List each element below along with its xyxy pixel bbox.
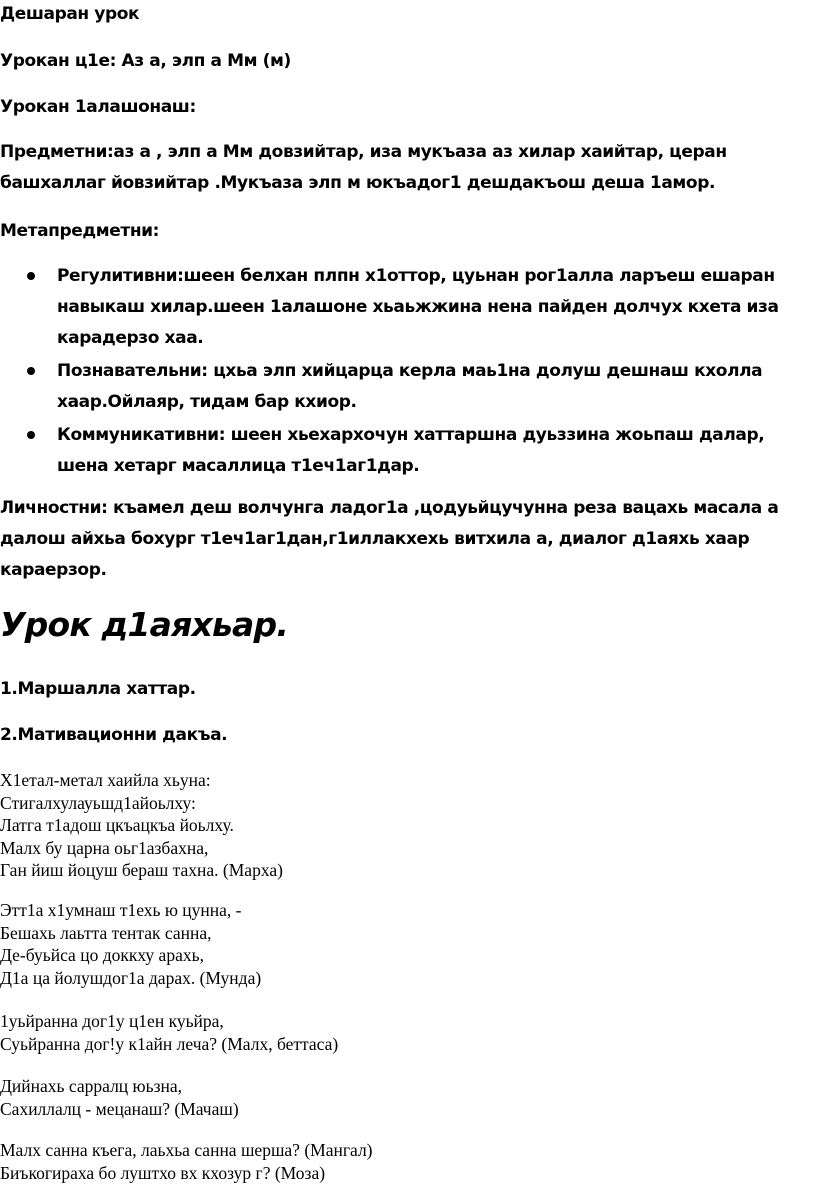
goals-heading: Урокан 1алашонаш: bbox=[0, 97, 196, 117]
riddle-line: Суьйранна дог!у к1айн леча? (Малх, беттаса) bbox=[0, 1033, 339, 1054]
riddle-line: Дийнахь сарралц юьзна, bbox=[0, 1076, 183, 1096]
bullet-item-regulative bbox=[27, 261, 787, 354]
riddle-line: Бешахь лаьтта тентак санна, bbox=[0, 922, 212, 943]
riddle-line: Малх бу царна оьг1азбахна, bbox=[0, 837, 209, 858]
riddle-line: Д1а ца йолушдог1а дарах. (Мунда) bbox=[0, 967, 262, 988]
riddle-line: Малх санна къега, лаьхьа санна шерша? (Мангал) bbox=[0, 1140, 373, 1160]
bullet-icon bbox=[27, 272, 35, 280]
bullet-text: Регулитивни:шеен белхан плпн х1оттор, цуьнан рог1алла ларъеш ешаран навыкаш хилар.шеен 1алашоне хьаьжжина нена пайден долчух кхета иза карадерзо хаа. bbox=[57, 266, 779, 348]
riddle-line: Латга т1адош цкъацкъа йоьлху. bbox=[0, 815, 234, 836]
bullet-item-communicative bbox=[27, 420, 787, 482]
riddle-block bbox=[0, 1075, 239, 1120]
bullet-icon bbox=[27, 431, 35, 439]
riddle-line: Этт1а х1умнаш т1ехь ю цунна, - bbox=[0, 900, 242, 920]
riddle-line: Сахиллалц - мецанаш? (Мачаш) bbox=[0, 1098, 239, 1119]
personal-goals: Личностни: къамел деш волчунга ладог1а ,цодуьйцучунна реза вацахь масала а далош айхьа бохург т1еч1аг1дан,г1иллакхехь витхила а, диалог д1аяхь хаар караерзор. bbox=[0, 498, 779, 580]
riddle-block bbox=[0, 899, 261, 989]
riddle-line: Де-буьйса цо доккху арахь, bbox=[0, 945, 204, 966]
step-greeting: 1.Маршалла хаттар. bbox=[0, 679, 196, 699]
lesson-type: Дешаран урок bbox=[0, 4, 140, 24]
bullet-icon bbox=[27, 367, 35, 375]
step-motivation: 2.Мативационни дакъа. bbox=[0, 725, 228, 745]
riddle-line: Х1етал-метал хаийла хьуна: bbox=[0, 770, 211, 790]
riddle-block bbox=[0, 1139, 373, 1184]
riddle-block bbox=[0, 769, 283, 882]
bullet-item-cognitive bbox=[27, 356, 787, 418]
riddle-line: Стигалхулауьшд1айоьлху: bbox=[0, 792, 196, 813]
subject-goals: Предметни:аз а , элп а Мм довзийтар, иза мукъаза аз хилар хаийтар, церан башхаллаг йовзийтар .Мукъаза элп м юкъадог1 дешдакъош деша 1амор. bbox=[0, 142, 727, 193]
bullet-text: Коммуникативни: шеен хьехархочун хаттаршна дуьззина жоьпаш далар, шена хетарг масаллица т1еч1аг1дар. bbox=[57, 425, 765, 476]
bullet-text: Познавательни: цхьа элп хийцарца керла маь1на долуш дешнаш кхолла хаар.Ойлаяр, тидам бар кхиор. bbox=[57, 361, 763, 412]
riddle-line: Ган йиш йоцуш бераш тахна. (Марха) bbox=[0, 860, 283, 881]
riddle-line: Биъкогираха бо луштхо вх кхозур г? (Моза) bbox=[0, 1162, 326, 1183]
lesson-course-heading: Урок д1аяхьар. bbox=[0, 605, 289, 644]
lesson-topic: Урокан ц1е: Аз а, элп а Мм (м) bbox=[0, 51, 291, 71]
riddle-block bbox=[0, 1010, 338, 1055]
meta-heading: Метапредметни: bbox=[0, 221, 160, 241]
riddle-line: 1уьйранна дог1у ц1ен куьйра, bbox=[0, 1011, 224, 1031]
